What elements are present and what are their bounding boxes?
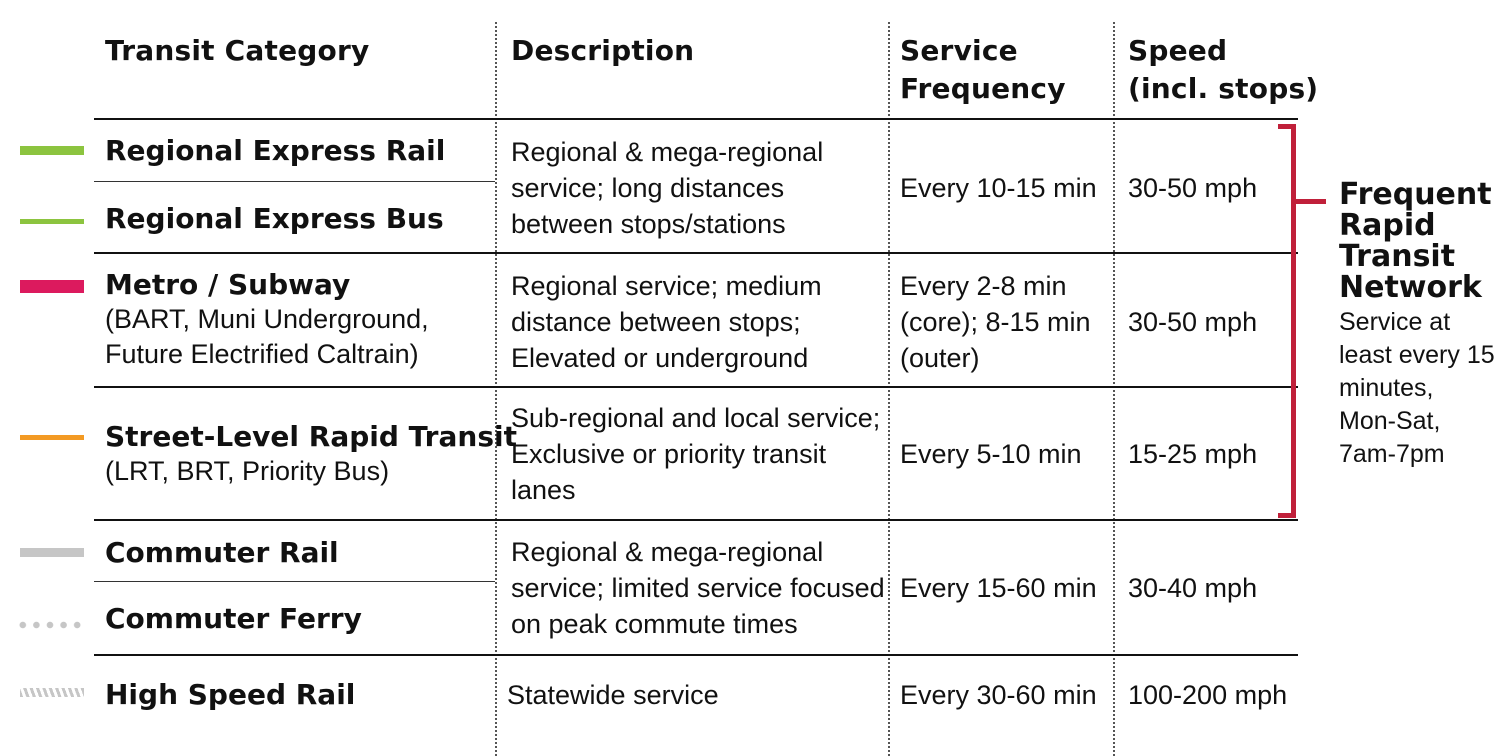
description-street-level (511, 400, 880, 508)
category-metro-subway: Metro / Subway (105, 268, 351, 301)
speed-commuter: 30-40 mph (1128, 573, 1258, 603)
network-note-line: Service at (1339, 308, 1451, 336)
frequency-line: (outer) (900, 343, 980, 373)
frequency-express: Every 10-15 min (900, 173, 1097, 203)
frequency-high-speed: Every 30-60 min (900, 680, 1097, 710)
group-rule-4 (94, 654, 1298, 656)
column-divider-1 (495, 22, 497, 756)
category-street-level-sub: (LRT, BRT, Priority Bus) (105, 456, 390, 486)
header-description: Description (511, 34, 695, 67)
network-note (1339, 306, 1495, 471)
description-line: lanes (511, 475, 576, 505)
frequency-commuter: Every 15-60 min (900, 573, 1097, 603)
header-frequency-line1: Service (900, 34, 1018, 67)
network-note-line: minutes, (1339, 374, 1434, 402)
column-divider-3 (1113, 22, 1115, 756)
description-line: Exclusive or priority transit (511, 439, 827, 469)
description-line: Statewide service (507, 680, 719, 710)
frequency-metro (900, 268, 1091, 376)
header-rule (94, 118, 1298, 120)
category-regional-express-rail: Regional Express Rail (105, 134, 446, 167)
speed-street-level: 15-25 mph (1128, 439, 1258, 469)
description-commuter (511, 534, 885, 642)
description-line: on peak commute times (511, 609, 798, 639)
category-street-level-cell (105, 420, 517, 489)
category-metro-subway-sub2: Future Electrified Caltrain) (105, 339, 419, 369)
description-metro (511, 268, 822, 376)
description-express (511, 134, 823, 242)
description-line: Regional & mega-regional (511, 137, 824, 167)
legend-metro-subway (20, 280, 84, 293)
network-title-line: Frequent (1339, 177, 1492, 212)
network-note-line: Mon-Sat, (1339, 407, 1441, 435)
category-commuter-rail: Commuter Rail (105, 536, 339, 569)
header-speed-line1: Speed (1128, 34, 1228, 67)
legend-commuter-rail (20, 548, 84, 557)
header-frequency (900, 32, 1066, 108)
category-metro-subway-sub1: (BART, Muni Underground, (105, 304, 429, 334)
description-line: Regional & mega-regional (511, 537, 824, 567)
description-line: Sub-regional and local service; (511, 403, 881, 433)
speed-metro: 30-50 mph (1128, 307, 1258, 337)
header-speed-line2: (incl. stops) (1128, 72, 1319, 105)
network-bracket-tick (1296, 199, 1326, 204)
frequency-line: Every 2-8 min (900, 271, 1067, 301)
legend-regional-express-bus (20, 219, 84, 224)
category-high-speed-rail: High Speed Rail (105, 678, 356, 711)
category-street-level-rapid-transit: Street-Level Rapid Transit (105, 420, 517, 453)
description-line: service; long distances (511, 173, 785, 203)
network-title-line: Rapid (1339, 208, 1436, 243)
legend-regional-express-rail (20, 146, 84, 155)
network-note-line: 7am-7pm (1339, 440, 1445, 468)
description-line: Elevated or underground (511, 343, 809, 373)
group-rule-2 (94, 386, 1298, 388)
row-rule-express (94, 181, 495, 182)
network-bracket (1278, 124, 1296, 518)
frequency-street-level: Every 5-10 min (900, 439, 1082, 469)
legend-street-level-rapid-transit (20, 435, 84, 440)
header-category: Transit Category (105, 34, 370, 67)
network-title-line: Transit (1339, 239, 1456, 274)
header-frequency-line2: Frequency (900, 72, 1066, 105)
speed-high-speed: 100-200 mph (1128, 680, 1288, 710)
network-title-line: Network (1339, 270, 1482, 305)
legend-commuter-ferry (16, 621, 84, 629)
description-line: between stops/stations (511, 209, 786, 239)
network-title (1339, 179, 1492, 303)
group-rule-1 (94, 252, 1298, 254)
column-divider-2 (888, 22, 890, 756)
description-line: service; limited service focused (511, 573, 885, 603)
category-commuter-ferry: Commuter Ferry (105, 602, 362, 635)
frequency-line: (core); 8-15 min (900, 307, 1091, 337)
description-line: distance between stops; (511, 307, 801, 337)
category-regional-express-bus: Regional Express Bus (105, 202, 444, 235)
header-speed (1128, 32, 1318, 108)
network-note-line: least every 15 (1339, 341, 1495, 369)
category-metro-subway-cell (105, 268, 429, 372)
legend-high-speed-rail (20, 688, 84, 697)
row-rule-commuter (94, 581, 495, 582)
description-line: Regional service; medium (511, 271, 822, 301)
group-rule-3 (94, 519, 1298, 521)
speed-express: 30-50 mph (1128, 173, 1258, 203)
description-high-speed (507, 677, 719, 713)
